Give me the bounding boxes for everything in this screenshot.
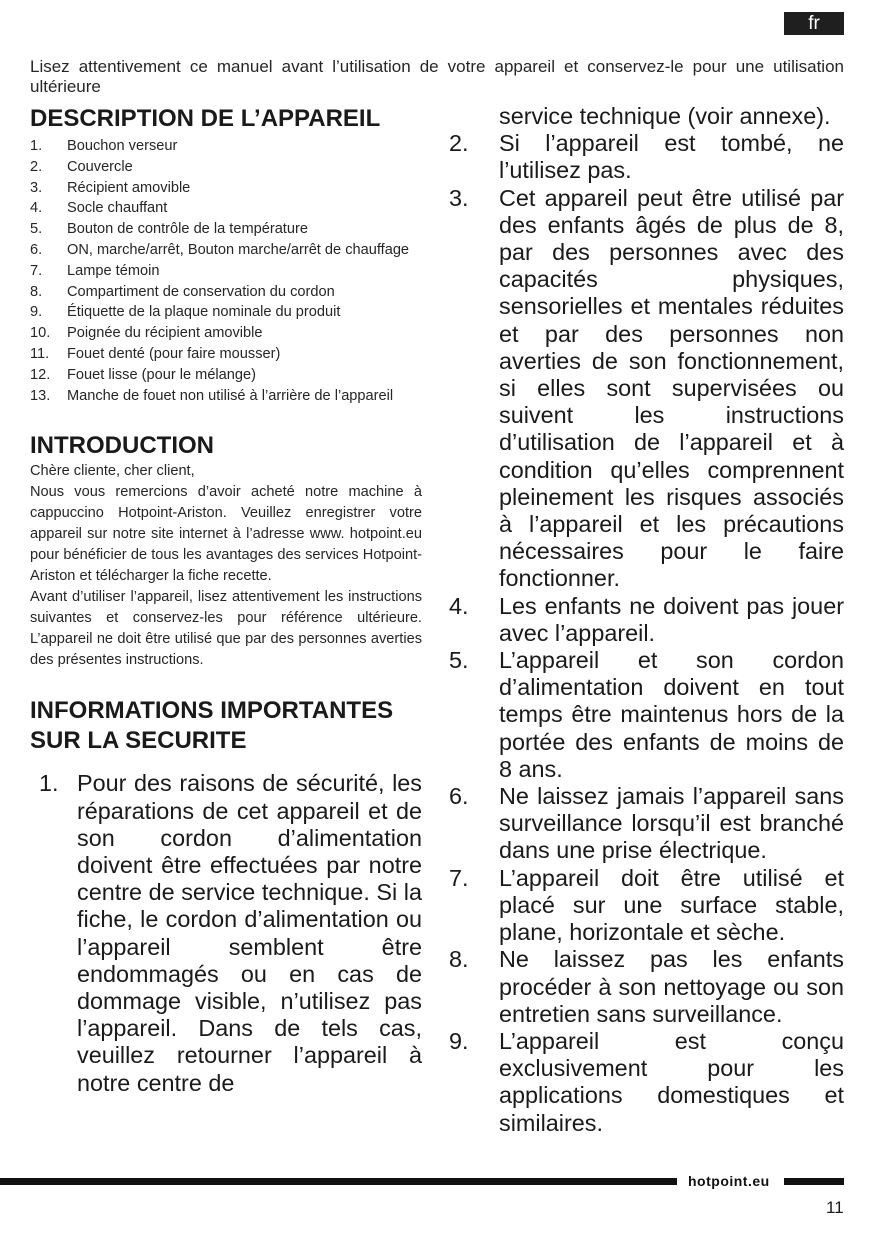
- description-section: [30, 104, 422, 406]
- introduction-greeting: Chère cliente, cher client,: [30, 463, 195, 480]
- introduction-heading: INTRODUCTION: [30, 432, 214, 460]
- list-item: 12. Fouet lisse (pour le mélange): [30, 366, 256, 383]
- list-item: 11. Fouet denté (pour faire mousser): [30, 345, 281, 362]
- safety-item: 3. Cet appareil peut être utilisé par des enfants âgés de plus de 8, par des personnes avec des capacités physiques, sensorielles et mentales réduites et par des personnes non averties de son fonctionnement, si elles sont supervisées ou suivent les instructions d’utilisation de l’appareil et à condition qu’elles comprennent pleinement les risques associés à l’appareil et les précautions nécessaires pour le faire fonctionner.: [449, 184, 844, 592]
- safety-heading-line: SUR LA SECURITE: [30, 727, 247, 755]
- list-item: 7. Lampe témoin: [30, 262, 160, 279]
- safety-item: 2. Si l’appareil est tombé, ne l’utilisez pas.: [449, 130, 844, 184]
- list-item: 1. Bouchon verseur: [30, 138, 178, 154]
- safety-item: 1. Pour des raisons de sécurité, les réparations de cet appareil et de son cordon d’alimentation doivent être effectuées par notre centre de service technique. Si la fiche, le cordon d’alimentation ou l’appareil semblent être endommagés ou en cas de dommage visible, n’utilisez pas l’appareil. Dans de tels cas, veuillez retourner l’appareil à notre centre de: [39, 770, 422, 1096]
- left-column: [30, 104, 422, 1097]
- list-item: 10. Poignée du récipient amovible: [30, 325, 263, 342]
- safety-item: 6. Ne laissez jamais l’appareil sans surveillance lorsqu’il est branché dans une prise électrique.: [449, 783, 844, 864]
- safety-item: 7. L’appareil doit être utilisé et placé sur une surface stable, plane, horizontale et sèche.: [449, 864, 844, 946]
- safety-item: 4. Les enfants ne doivent pas jouer avec l’appareil.: [449, 592, 844, 646]
- safety-heading-line: INFORMATIONS IMPORTANTES: [30, 697, 394, 725]
- safety-item-continuation: service technique (voir annexe).: [499, 103, 831, 129]
- right-column: [449, 103, 844, 1137]
- list-item: 5. Bouton de contrôle de la température: [30, 221, 308, 238]
- safety-heading: [30, 696, 422, 756]
- page-number: 11: [826, 1198, 844, 1217]
- parts-list: [30, 136, 422, 406]
- list-item: 4. Socle chauffant: [30, 200, 168, 217]
- footer-rule-right: [784, 1178, 844, 1185]
- safety-section: [30, 696, 422, 1096]
- manual-intro-notice: Lisez attentivement ce manuel avant l’utilisation de votre appareil et conservez-le pour une utilisation ultérieure: [30, 57, 844, 96]
- safety-item: 5. L’appareil et son cordon d’alimentation doivent en tout temps être maintenus hors de la portée des enfants de moins de 8 ans.: [449, 647, 844, 782]
- list-item: 9. Étiquette de la plaque nominale du produit: [30, 304, 341, 321]
- list-item: 3. Récipient amovible: [30, 179, 191, 196]
- list-item: 6. ON, marche/arrêt, Bouton marche/arrêt de chauffage: [30, 241, 410, 258]
- list-item: 2. Couvercle: [30, 158, 133, 175]
- safety-item: 8. Ne laissez pas les enfants procéder à son nettoyage ou son entretien sans surveillance.: [449, 946, 844, 1027]
- description-heading: DESCRIPTION DE L’APPAREIL: [30, 105, 381, 132]
- footer-rule-left: [0, 1178, 677, 1185]
- list-item: 13. Manche de fouet non utilisé à l’arrière de l’appareil: [30, 387, 394, 404]
- footer-brand: hotpoint.eu: [688, 1173, 770, 1189]
- language-badge: fr: [784, 12, 844, 35]
- introduction-section: [30, 431, 422, 671]
- introduction-paragraph: Avant d’utiliser l’appareil, lisez attentivement les instructions suivantes et conservez-les pour référence ultérieure. L’appareil ne doit être utilisé que par des personnes averties des présentes instructions.: [30, 589, 422, 669]
- list-item: 8. Compartiment de conservation du cordon: [30, 283, 335, 300]
- safety-item: 9. L’appareil est conçu exclusivement pour les applications domestiques et similaires.: [449, 1027, 844, 1136]
- introduction-paragraph: Nous vous remercions d’avoir acheté notre machine à cappuccino Hotpoint-Ariston. Veuillez enregistrer votre appareil sur notre site internet à l’adresse www. hotpoint.eu pour bénéficier de tous les avantages des services Hotpoint-Ariston et télécharger la fiche recette.: [30, 484, 422, 585]
